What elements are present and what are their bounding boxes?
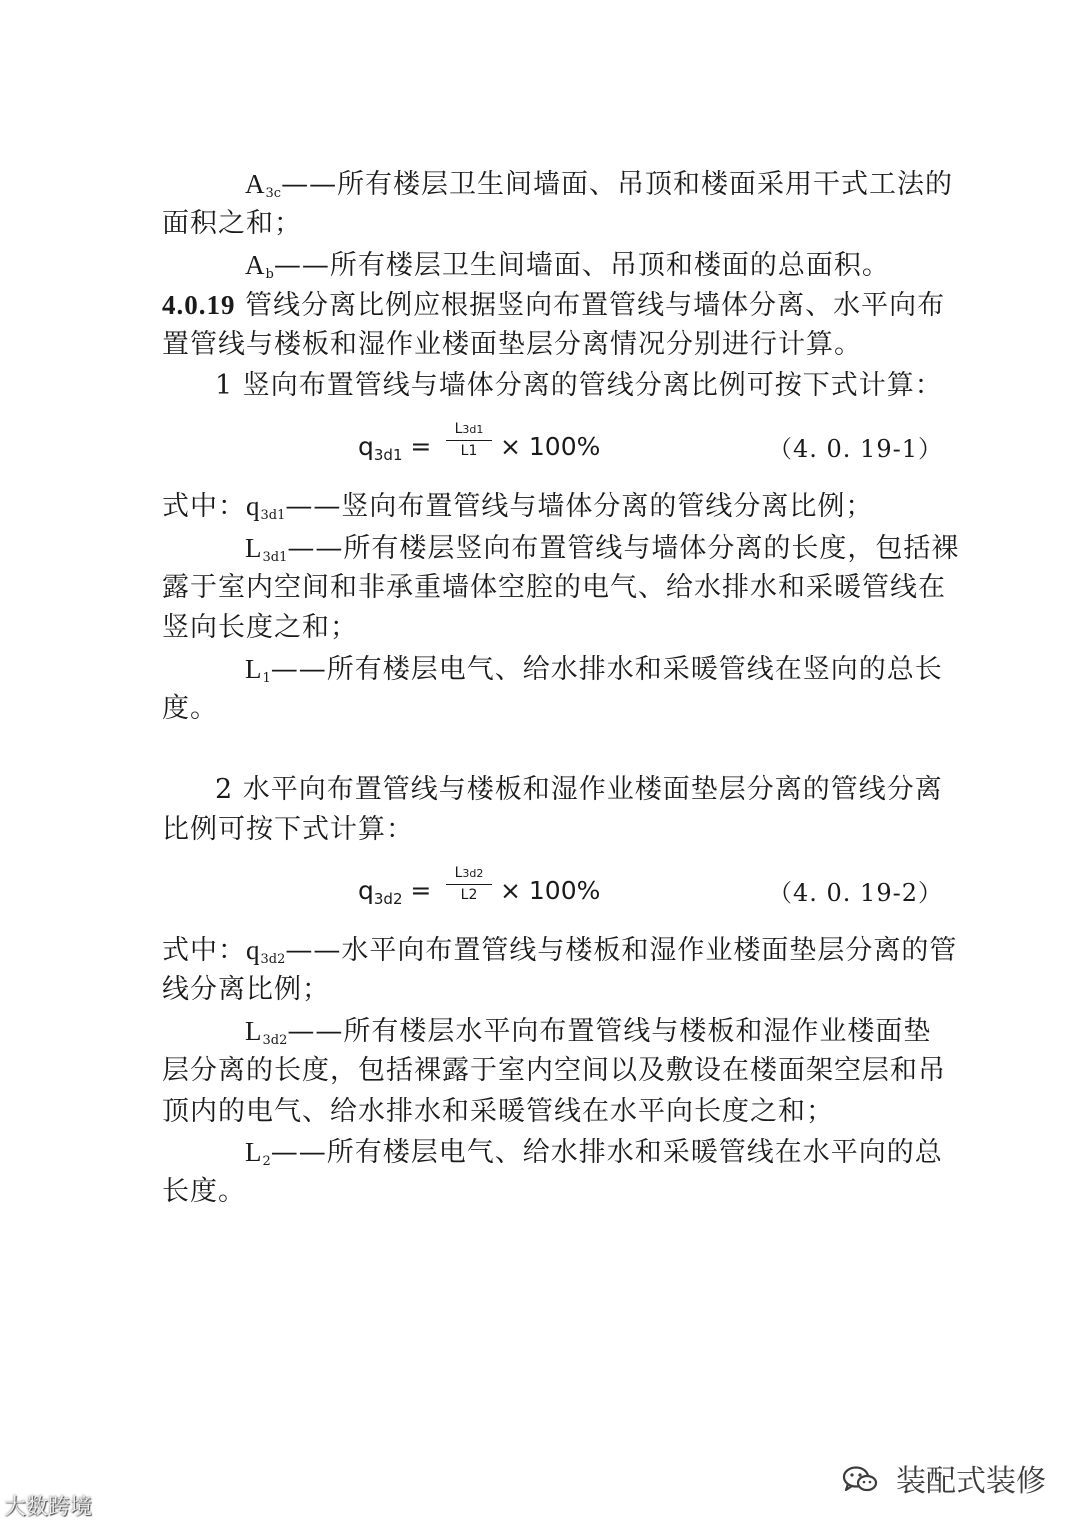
symbol-subscript: 3d2 xyxy=(262,1033,288,1048)
formula-lhs: $q_{3d1}$ = xyxy=(358,432,432,464)
symbol: L xyxy=(245,654,263,684)
symbol-subscript: 3d1 xyxy=(262,550,288,565)
symbol-subscript: 2 xyxy=(262,1154,271,1169)
fraction-denominator: L1 xyxy=(460,443,478,459)
clause-4-0-19-line2: 置管线与楼板和湿作业楼面垫层分离情况分别进行计算。 xyxy=(162,329,862,360)
formula-multiplier: × 100% xyxy=(500,432,601,461)
fraction-denominator: L2 xyxy=(460,887,478,903)
item-1-text: 1 竖向布置管线与墙体分离的管线分离比例可按下式计算： xyxy=(215,370,943,401)
fraction-bar xyxy=(446,884,492,885)
definition-l3d1-line1: L3d1——所有楼层竖向布置管线与墙体分离的长度，包括裸 xyxy=(245,533,960,565)
clause-text: 管线分离比例应根据竖向布置管线与墙体分离、水平向布 xyxy=(235,290,946,321)
formula-fraction xyxy=(446,420,492,460)
definition-l3d2-line2: 层分离的长度，包括裸露于室内空间以及敷设在楼面架空层和吊 xyxy=(162,1055,946,1086)
symbol-subscript: 3d1 xyxy=(260,508,286,523)
definition-l3d1-line2: 露于室内空间和非承重墙体空腔的电气、给水排水和采暖管线在 xyxy=(162,572,946,603)
where-line-2-cont: 线分离比例； xyxy=(162,974,330,1005)
symbol-subscript: b xyxy=(265,267,274,282)
item-2-line2: 比例可按下式计算： xyxy=(162,814,414,845)
definition-l1-line1: L1——所有楼层电气、给水排水和采暖管线在竖向的总长 xyxy=(245,654,943,686)
definition-ab xyxy=(245,247,890,289)
symbol: q xyxy=(246,491,261,521)
definition-l3d2-line1: L3d2——所有楼层水平向布置管线与楼板和湿作业楼面垫 xyxy=(245,1016,932,1048)
clause-number: 4.0.19 xyxy=(162,290,236,320)
definition-l3d1-line3: 竖向长度之和； xyxy=(162,612,358,643)
item-2-line1: 2 水平向布置管线与楼板和湿作业楼面垫层分离的管线分离 xyxy=(215,774,943,805)
equation-number-2: （4. 0. 19-2） xyxy=(768,879,943,907)
watermark-right-text: 装配式装修 xyxy=(896,1464,1046,1499)
symbol: q xyxy=(246,935,261,965)
definition-l3d2-line3: 顶内的电气、给水排水和采暖管线在水平向长度之和； xyxy=(162,1096,834,1127)
symbol: L xyxy=(245,1137,263,1167)
symbol-subscript: 3c xyxy=(265,186,282,201)
definition-text: ——所有楼层卫生间墙面、吊顶和楼面的总面积。 xyxy=(273,250,890,281)
formula-fraction xyxy=(446,864,492,904)
definition-a3c-line1 xyxy=(245,166,953,208)
where-line-1: 式中：q3d1——竖向布置管线与墙体分离的管线分离比例； xyxy=(162,491,874,523)
symbol: A xyxy=(245,169,266,199)
definition-l1-line2: 度。 xyxy=(162,693,218,724)
symbol-subscript: 1 xyxy=(262,671,271,686)
definition-l2-line2: 长度。 xyxy=(162,1176,246,1207)
symbol: L xyxy=(245,1016,263,1046)
fraction-numerator: L3d2 xyxy=(454,865,484,881)
where-line-2: 式中：q3d2——水平向布置管线与楼板和湿作业楼面垫层分离的管 xyxy=(162,935,958,967)
fraction-numerator: L3d1 xyxy=(454,421,484,437)
equation-number-1: （4. 0. 19-1） xyxy=(768,435,943,463)
symbol-subscript: 3d2 xyxy=(260,952,286,967)
fraction-bar xyxy=(446,440,492,441)
definition-text: ——所有楼层卫生间墙面、吊顶和楼面采用干式工法的 xyxy=(281,169,954,200)
symbol: L xyxy=(245,533,263,563)
definition-l2-line1: L2——所有楼层电气、给水排水和采暖管线在水平向的总 xyxy=(245,1137,943,1169)
formula-lhs: $q_{3d2}$ = xyxy=(358,876,432,908)
formula-multiplier: × 100% xyxy=(500,876,601,905)
symbol: A xyxy=(245,250,266,280)
clause-4-0-19-line1 xyxy=(162,287,945,324)
definition-a3c-line2: 面积之和； xyxy=(162,208,302,239)
watermark-right xyxy=(842,1456,1046,1500)
wechat-icon xyxy=(842,1464,896,1499)
watermark-left: 大数跨境 xyxy=(4,1495,93,1520)
